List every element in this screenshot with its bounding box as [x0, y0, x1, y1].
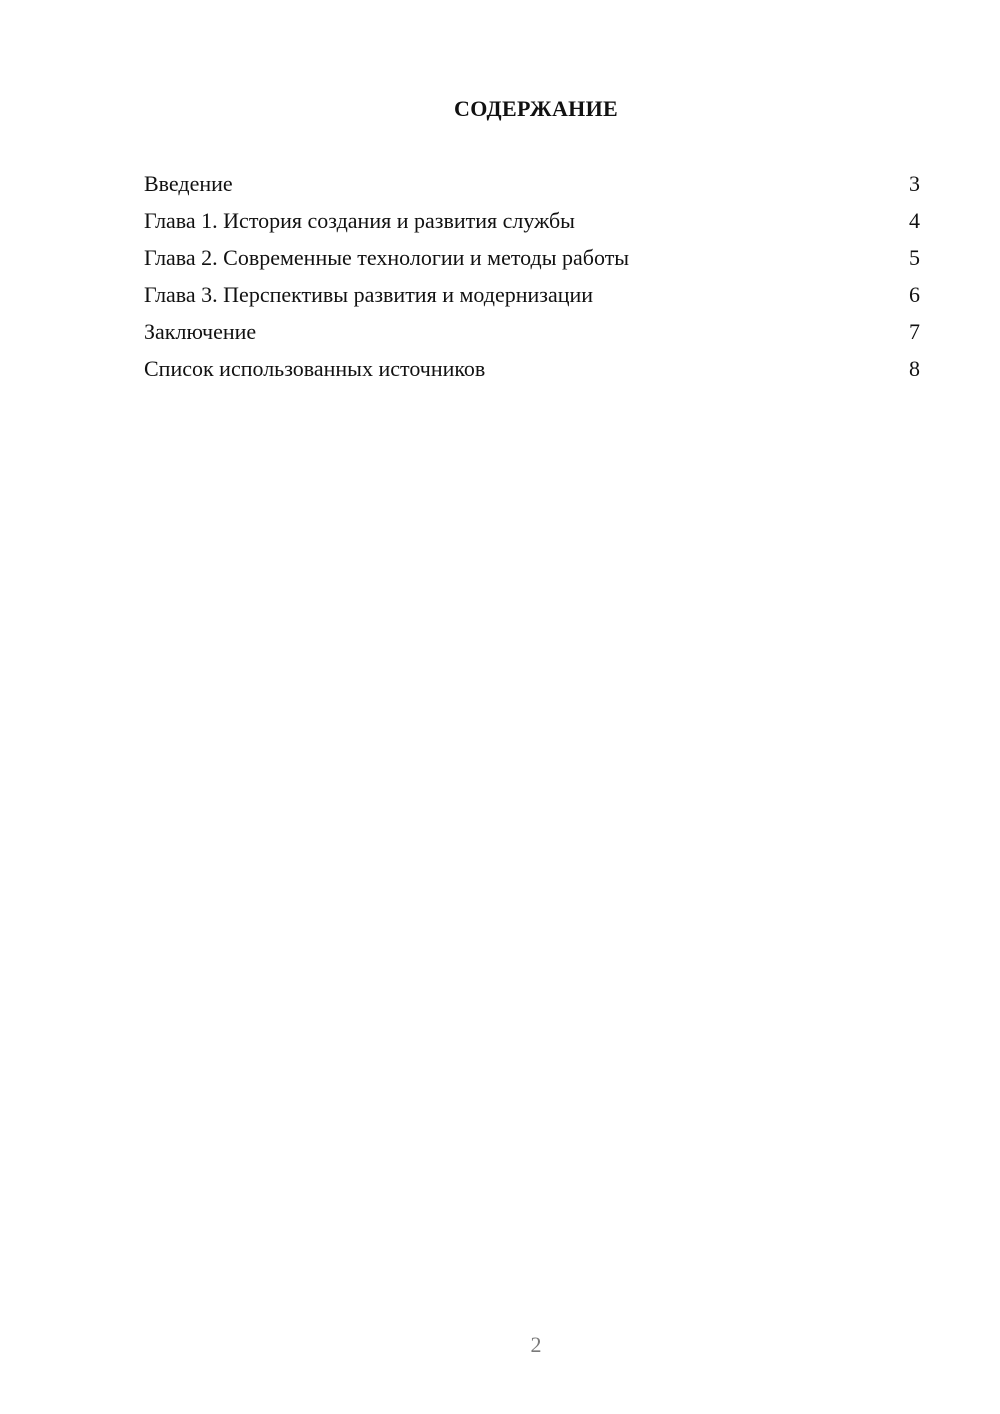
toc-entry-title: Глава 1. История создания и развития службы	[144, 208, 575, 233]
toc-entry-page: 7	[909, 319, 920, 344]
toc-entry-page: 3	[909, 171, 920, 196]
toc-entry-chapter-1	[144, 205, 920, 242]
toc-entry-introduction	[144, 168, 920, 205]
toc-entry-title: Введение	[144, 171, 233, 196]
page-title: СОДЕРЖАНИЕ	[454, 96, 618, 121]
toc-entry-page: 6	[909, 282, 920, 307]
page-number: 2	[530, 1332, 542, 1357]
toc-entry-chapter-3	[144, 279, 920, 316]
toc-entry-title: Список использованных источников	[144, 356, 486, 381]
toc-entry-conclusion	[144, 316, 920, 353]
toc-entry-page: 8	[909, 356, 920, 381]
toc-entry-title: Заключение	[144, 319, 257, 344]
toc-entry-title: Глава 2. Современные технологии и методы работы	[144, 245, 630, 270]
toc-entry-page: 5	[909, 245, 920, 270]
table-of-contents	[144, 168, 920, 390]
toc-entry-chapter-2	[144, 242, 920, 279]
toc-entry-references	[144, 353, 920, 390]
toc-entry-page: 4	[909, 208, 920, 233]
toc-entry-title: Глава 3. Перспективы развития и модернизации	[144, 282, 594, 307]
